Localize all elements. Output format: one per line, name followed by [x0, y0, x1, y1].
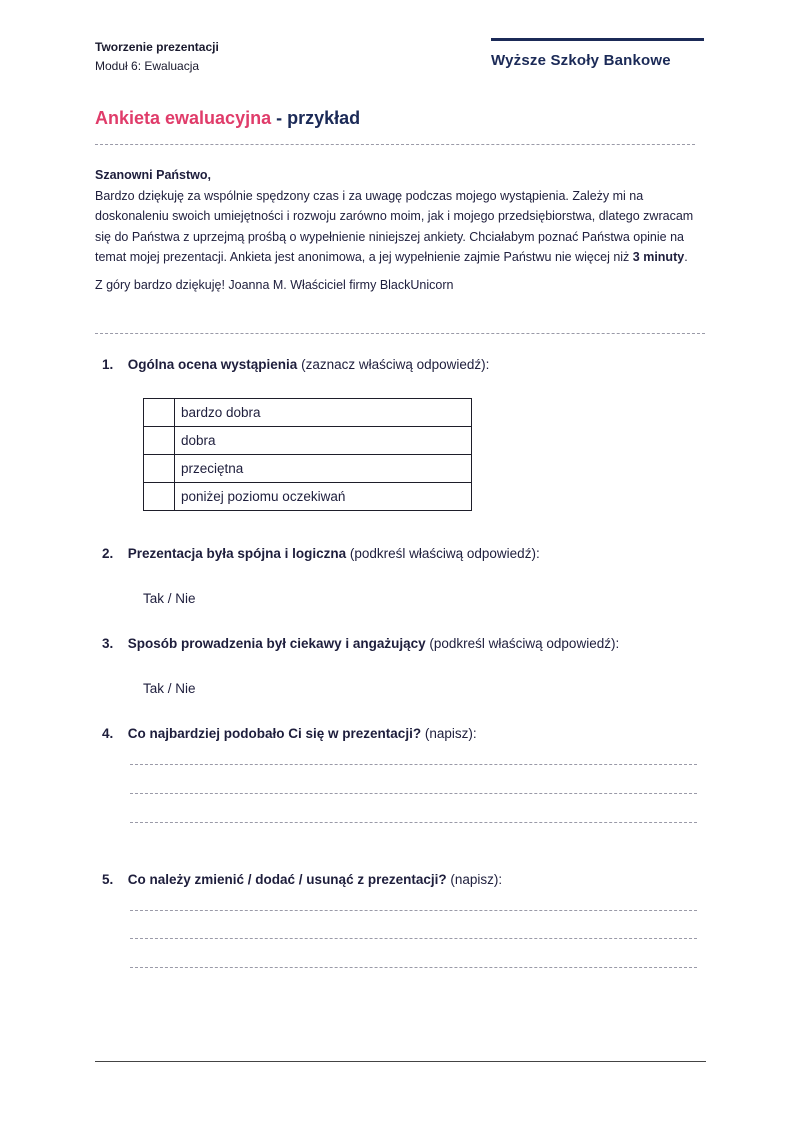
letter-greeting: Szanowni Państwo,: [95, 168, 211, 182]
rating-label: przeciętna: [175, 455, 472, 483]
answer-line[interactable]: [130, 938, 697, 939]
question-5-text: Co należy zmienić / dodać / usunąć z prezentacji?: [127, 872, 447, 887]
rating-row: [144, 483, 472, 511]
page-title: [95, 108, 360, 129]
question-5: [102, 872, 502, 887]
answer-line[interactable]: [130, 822, 697, 823]
question-3-answer[interactable]: Tak / Nie: [143, 681, 196, 696]
rating-row: [144, 455, 472, 483]
rating-row: [144, 399, 472, 427]
question-3-number: 3.: [102, 636, 114, 651]
question-4-number: 4.: [102, 726, 114, 741]
question-4-hint: (napisz):: [424, 726, 477, 741]
letter-divider: [95, 333, 705, 334]
rating-label: bardzo dobra: [175, 399, 472, 427]
rating-label: dobra: [175, 427, 472, 455]
course-title: Tworzenie prezentacji: [95, 40, 219, 54]
answer-line[interactable]: [130, 764, 697, 765]
title-highlight: Ankieta ewaluacyjna: [95, 108, 272, 128]
question-5-number: 5.: [102, 872, 114, 887]
rating-checkbox[interactable]: [144, 399, 175, 427]
question-3: [102, 636, 619, 651]
module-name: Moduł 6: Ewaluacja: [95, 59, 200, 73]
question-5-hint: (napisz):: [450, 872, 503, 887]
letter-thanks: Z góry bardzo dziękuję! Joanna M. Właściciel firmy BlackUnicorn: [95, 277, 454, 292]
rating-label: poniżej poziomu oczekiwań: [175, 483, 472, 511]
rating-row: [144, 427, 472, 455]
letter-body-end: .: [684, 250, 688, 264]
letter-body-text: Bardzo dziękuję za wspólnie spędzony czas i za uwagę podczas mojego wystąpienia. Zależy mi na doskonaleniu swoich umiejętności i rozwoju zarówno moim, jak i mojego przedsiębiorstwa, dlatego zwracam się do Państwa z uprzejmą prośbą o wypełnienie niniejszej ankiety. Chciałabym poznać Państwa opinie na temat mojej prezentacji. Ankieta jest anonimowa, a jej wypełnienie zajmie Państwu nie więcej niż: [95, 188, 694, 264]
footer-divider: [95, 1061, 706, 1062]
question-4: [102, 726, 477, 741]
title-divider: [95, 144, 695, 145]
question-1-hint: (zaznacz właściwą odpowiedź):: [301, 357, 490, 372]
answer-line[interactable]: [130, 910, 697, 911]
question-1: [102, 357, 489, 372]
question-1-text: Ogólna ocena wystąpienia: [127, 357, 298, 372]
rating-checkbox[interactable]: [144, 483, 175, 511]
title-rest: - przykład: [276, 108, 361, 128]
rating-checkbox[interactable]: [144, 455, 175, 483]
rating-checkbox[interactable]: [144, 427, 175, 455]
intro-letter: [95, 165, 700, 295]
letter-body: [95, 186, 700, 268]
question-2-answer[interactable]: Tak / Nie: [143, 591, 196, 606]
question-1-number: 1.: [102, 357, 114, 372]
rating-table: [143, 398, 472, 511]
question-2: [102, 546, 540, 561]
letter-body-bold: 3 minuty: [632, 250, 685, 264]
question-3-hint: (podkreśl właściwą odpowiedź):: [429, 636, 620, 651]
answer-line[interactable]: [130, 793, 697, 794]
brand-logo: Wyższe Szkoły Bankowe: [491, 52, 671, 69]
question-4-text: Co najbardziej podobało Ci się w prezentacji?: [127, 726, 422, 741]
question-2-hint: (podkreśl właściwą odpowiedź):: [349, 546, 540, 561]
question-2-text: Prezentacja była spójna i logiczna: [127, 546, 347, 561]
brand-bar: [491, 38, 704, 41]
answer-line[interactable]: [130, 967, 697, 968]
question-2-number: 2.: [102, 546, 114, 561]
question-3-text: Sposób prowadzenia był ciekawy i angażujący: [127, 636, 426, 651]
